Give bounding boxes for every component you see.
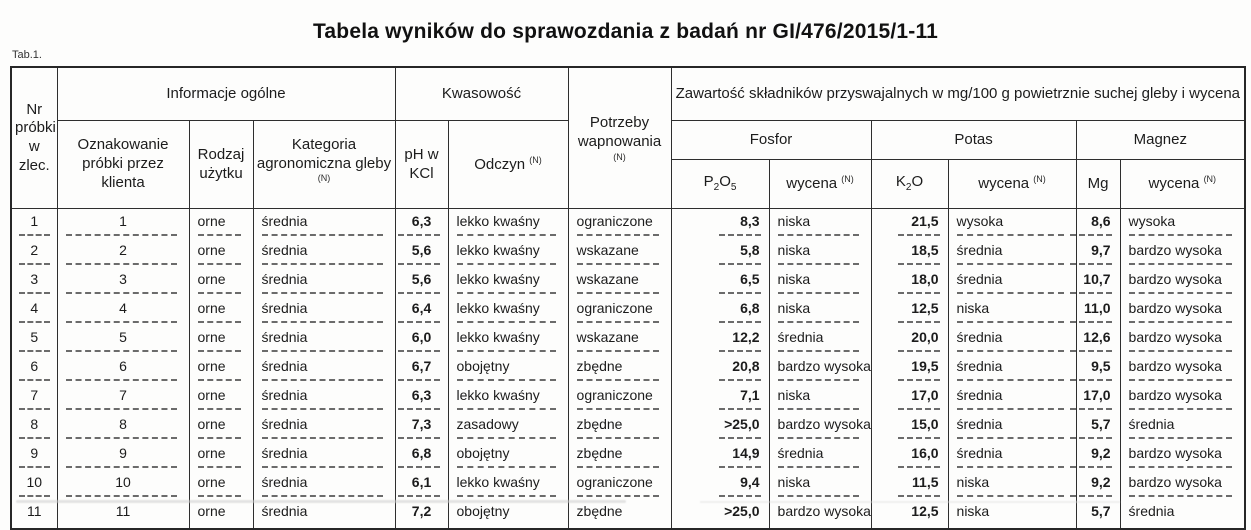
cell-potrzeby: ograniczone: [568, 383, 671, 412]
cell-wycena_p: niska: [769, 267, 871, 296]
cell-wycena_mg: średnia: [1120, 499, 1245, 529]
cell-kategoria: średnia: [253, 267, 395, 296]
cell-rodzaj: orne: [189, 441, 253, 470]
cell-wycena_p: niska: [769, 238, 871, 267]
cell-mg: 5,7: [1076, 412, 1120, 441]
cell-odczyn: lekko kwaśny: [448, 383, 568, 412]
header-group-zawartosc: Zawartość składników przyswajalnych w mg/100 g powietrznie suchej gleby i wycena: [671, 67, 1245, 121]
cell-oznakowanie: 3: [57, 267, 189, 296]
cell-wycena_k: średnia: [948, 267, 1076, 296]
table-row-9: [11, 441, 1245, 470]
header-group-potas: Potas: [871, 121, 1076, 160]
footnote-marker: (N): [317, 173, 331, 184]
footnote-marker: (N): [529, 154, 542, 165]
cell-rodzaj: orne: [189, 383, 253, 412]
cell-odczyn: lekko kwaśny: [448, 470, 568, 499]
cell-p2o5: 6,8: [671, 296, 769, 325]
cell-kategoria: średnia: [253, 238, 395, 267]
cell-nr: 9: [11, 441, 57, 470]
cell-nr: 3: [11, 267, 57, 296]
cell-wycena_mg: bardzo wysoka: [1120, 470, 1245, 499]
header-group-magnez: Magnez: [1076, 121, 1245, 160]
header-potrzeby-label: Potrzeby wapnowania: [577, 114, 662, 150]
header-nr-probki: Nr próbki w zlec.: [11, 67, 57, 209]
cell-k2o: 21,5: [871, 209, 948, 239]
cell-k2o: 20,0: [871, 325, 948, 354]
cell-mg: 8,6: [1076, 209, 1120, 239]
cell-nr: 11: [11, 499, 57, 529]
cell-nr: 6: [11, 354, 57, 383]
cell-potrzeby: zbędne: [568, 412, 671, 441]
cell-nr: 10: [11, 470, 57, 499]
cell-k2o: 15,0: [871, 412, 948, 441]
scan-artifact: [700, 501, 1120, 503]
cell-wycena_p: bardzo wysoka: [769, 354, 871, 383]
cell-wycena_k: średnia: [948, 383, 1076, 412]
cell-ph: 6,1: [395, 470, 448, 499]
cell-wycena_k: niska: [948, 499, 1076, 529]
cell-ph: 6,8: [395, 441, 448, 470]
table-row-3: [11, 267, 1245, 296]
footnote-marker: (N): [1033, 174, 1046, 185]
cell-potrzeby: zbędne: [568, 441, 671, 470]
cell-wycena_mg: bardzo wysoka: [1120, 296, 1245, 325]
cell-mg: 9,2: [1076, 441, 1120, 470]
cell-kategoria: średnia: [253, 325, 395, 354]
cell-oznakowanie: 7: [57, 383, 189, 412]
cell-k2o: 19,5: [871, 354, 948, 383]
cell-nr: 2: [11, 238, 57, 267]
cell-nr: 7: [11, 383, 57, 412]
table-number-label: Tab.1.: [12, 49, 42, 61]
cell-odczyn: obojętny: [448, 499, 568, 529]
header-wycena-fosfor: [769, 160, 871, 209]
cell-wycena_mg: bardzo wysoka: [1120, 325, 1245, 354]
cell-kategoria: średnia: [253, 209, 395, 239]
cell-kategoria: średnia: [253, 441, 395, 470]
cell-ph: 6,3: [395, 209, 448, 239]
cell-p2o5: >25,0: [671, 499, 769, 529]
cell-p2o5: 14,9: [671, 441, 769, 470]
cell-rodzaj: orne: [189, 499, 253, 529]
cell-p2o5: 12,2: [671, 325, 769, 354]
cell-ph: 5,6: [395, 238, 448, 267]
scan-artifact: [16, 500, 626, 503]
footnote-marker: (N): [841, 174, 854, 185]
cell-k2o: 12,5: [871, 499, 948, 529]
cell-odczyn: obojętny: [448, 441, 568, 470]
cell-odczyn: lekko kwaśny: [448, 296, 568, 325]
page-title: Tabela wyników do sprawozdania z badań nr GI/476/2015/1-11: [312, 20, 939, 43]
cell-ph: 6,3: [395, 383, 448, 412]
cell-ph: 6,7: [395, 354, 448, 383]
cell-potrzeby: ograniczone: [568, 470, 671, 499]
table-row-8: [11, 412, 1245, 441]
cell-mg: 5,7: [1076, 499, 1120, 529]
cell-odczyn: lekko kwaśny: [448, 238, 568, 267]
cell-oznakowanie: 9: [57, 441, 189, 470]
cell-odczyn: zasadowy: [448, 412, 568, 441]
cell-wycena_mg: bardzo wysoka: [1120, 383, 1245, 412]
header-odczyn: [448, 121, 568, 209]
cell-odczyn: lekko kwaśny: [448, 325, 568, 354]
cell-p2o5: 9,4: [671, 470, 769, 499]
cell-mg: 12,6: [1076, 325, 1120, 354]
cell-nr: 5: [11, 325, 57, 354]
cell-p2o5: 6,5: [671, 267, 769, 296]
cell-kategoria: średnia: [253, 499, 395, 529]
cell-mg: 9,2: [1076, 470, 1120, 499]
table-row-4: [11, 296, 1245, 325]
cell-rodzaj: orne: [189, 412, 253, 441]
cell-potrzeby: wskazane: [568, 325, 671, 354]
cell-oznakowanie: 2: [57, 238, 189, 267]
header-odczyn-label: Odczyn: [474, 155, 526, 173]
cell-k2o: 11,5: [871, 470, 948, 499]
cell-ph: 7,2: [395, 499, 448, 529]
cell-mg: 10,7: [1076, 267, 1120, 296]
cell-mg: 9,5: [1076, 354, 1120, 383]
header-wycena-potas: [948, 160, 1076, 209]
footnote-marker: (N): [1203, 174, 1217, 185]
cell-wycena_p: średnia: [769, 441, 871, 470]
cell-k2o: 17,0: [871, 383, 948, 412]
footnote-marker: (N): [613, 151, 626, 162]
header-p2o5: $P_2O_5$: [671, 160, 769, 209]
header-group-kwasowosc: Kwasowość: [395, 67, 568, 121]
cell-wycena_p: niska: [769, 209, 871, 239]
table-row-2: [11, 238, 1245, 267]
table-row-1: [11, 209, 1245, 239]
cell-wycena_k: niska: [948, 296, 1076, 325]
cell-oznakowanie: 11: [57, 499, 189, 529]
header-wycena-label: wycena: [978, 175, 1030, 193]
cell-wycena_p: niska: [769, 383, 871, 412]
cell-wycena_k: niska: [948, 470, 1076, 499]
cell-odczyn: lekko kwaśny: [448, 209, 568, 239]
header-rodzaj-uzytku: Rodzaj użytku: [189, 121, 253, 209]
cell-k2o: 12,5: [871, 296, 948, 325]
cell-p2o5: 8,3: [671, 209, 769, 239]
table-header: [11, 67, 1245, 209]
cell-potrzeby: ograniczone: [568, 296, 671, 325]
cell-ph: 5,6: [395, 267, 448, 296]
header-potrzeby-wapnowania: [568, 67, 671, 209]
cell-rodzaj: orne: [189, 209, 253, 239]
header-group-informacje-ogolne: Informacje ogólne: [57, 67, 395, 121]
cell-wycena_mg: bardzo wysoka: [1120, 267, 1245, 296]
cell-oznakowanie: 5: [57, 325, 189, 354]
cell-wycena_k: średnia: [948, 325, 1076, 354]
cell-wycena_p: niska: [769, 296, 871, 325]
cell-potrzeby: zbędne: [568, 354, 671, 383]
cell-wycena_k: średnia: [948, 354, 1076, 383]
cell-ph: 6,4: [395, 296, 448, 325]
cell-odczyn: obojętny: [448, 354, 568, 383]
cell-wycena_mg: średnia: [1120, 412, 1245, 441]
cell-p2o5: 7,1: [671, 383, 769, 412]
cell-wycena_p: średnia: [769, 325, 871, 354]
cell-rodzaj: orne: [189, 325, 253, 354]
header-kategoria-label: Kategoria agronomiczna gleby: [256, 135, 392, 172]
cell-wycena_p: bardzo wysoka: [769, 499, 871, 529]
cell-oznakowanie: 4: [57, 296, 189, 325]
cell-rodzaj: orne: [189, 238, 253, 267]
cell-kategoria: średnia: [253, 470, 395, 499]
cell-wycena_p: bardzo wysoka: [769, 412, 871, 441]
cell-wycena_mg: bardzo wysoka: [1120, 354, 1245, 383]
table-row-5: [11, 325, 1245, 354]
header-ph-kcl: pH w KCl: [395, 121, 448, 209]
cell-potrzeby: zbędne: [568, 499, 671, 529]
cell-kategoria: średnia: [253, 383, 395, 412]
cell-p2o5: 5,8: [671, 238, 769, 267]
cell-nr: 4: [11, 296, 57, 325]
header-wycena-label: wycena: [1148, 175, 1200, 193]
cell-wycena_k: wysoka: [948, 209, 1076, 239]
cell-mg: 17,0: [1076, 383, 1120, 412]
cell-potrzeby: ograniczone: [568, 209, 671, 239]
results-table: [10, 66, 1246, 530]
cell-p2o5: 20,8: [671, 354, 769, 383]
table-row-11: [11, 499, 1245, 529]
table-row-7: [11, 383, 1245, 412]
cell-wycena_k: średnia: [948, 238, 1076, 267]
cell-oznakowanie: 8: [57, 412, 189, 441]
table-row-6: [11, 354, 1245, 383]
cell-k2o: 16,0: [871, 441, 948, 470]
header-kategoria: [253, 121, 395, 209]
cell-kategoria: średnia: [253, 354, 395, 383]
cell-potrzeby: wskazane: [568, 267, 671, 296]
cell-mg: 9,7: [1076, 238, 1120, 267]
header-k2o: $K_2O$: [871, 160, 948, 209]
cell-odczyn: lekko kwaśny: [448, 267, 568, 296]
cell-rodzaj: orne: [189, 470, 253, 499]
table-body: [11, 209, 1245, 530]
header-group-fosfor: Fosfor: [671, 121, 871, 160]
cell-oznakowanie: 1: [57, 209, 189, 239]
header-mg: Mg: [1076, 160, 1120, 209]
cell-nr: 1: [11, 209, 57, 239]
header-wycena-magnez: [1120, 160, 1245, 209]
cell-wycena_p: niska: [769, 470, 871, 499]
cell-nr: 8: [11, 412, 57, 441]
header-wycena-label: wycena: [786, 175, 838, 193]
cell-wycena_mg: bardzo wysoka: [1120, 238, 1245, 267]
cell-k2o: 18,0: [871, 267, 948, 296]
table-row-10: [11, 470, 1245, 499]
cell-wycena_k: średnia: [948, 441, 1076, 470]
cell-rodzaj: orne: [189, 267, 253, 296]
cell-wycena_k: średnia: [948, 412, 1076, 441]
cell-k2o: 18,5: [871, 238, 948, 267]
cell-wycena_mg: wysoka: [1120, 209, 1245, 239]
cell-mg: 11,0: [1076, 296, 1120, 325]
cell-ph: 6,0: [395, 325, 448, 354]
cell-oznakowanie: 10: [57, 470, 189, 499]
cell-rodzaj: orne: [189, 354, 253, 383]
cell-oznakowanie: 6: [57, 354, 189, 383]
cell-kategoria: średnia: [253, 412, 395, 441]
cell-ph: 7,3: [395, 412, 448, 441]
cell-potrzeby: wskazane: [568, 238, 671, 267]
cell-rodzaj: orne: [189, 296, 253, 325]
cell-wycena_mg: bardzo wysoka: [1120, 441, 1245, 470]
cell-p2o5: >25,0: [671, 412, 769, 441]
cell-kategoria: średnia: [253, 296, 395, 325]
header-oznakowanie: Oznakowanie próbki przez klienta: [57, 121, 189, 209]
